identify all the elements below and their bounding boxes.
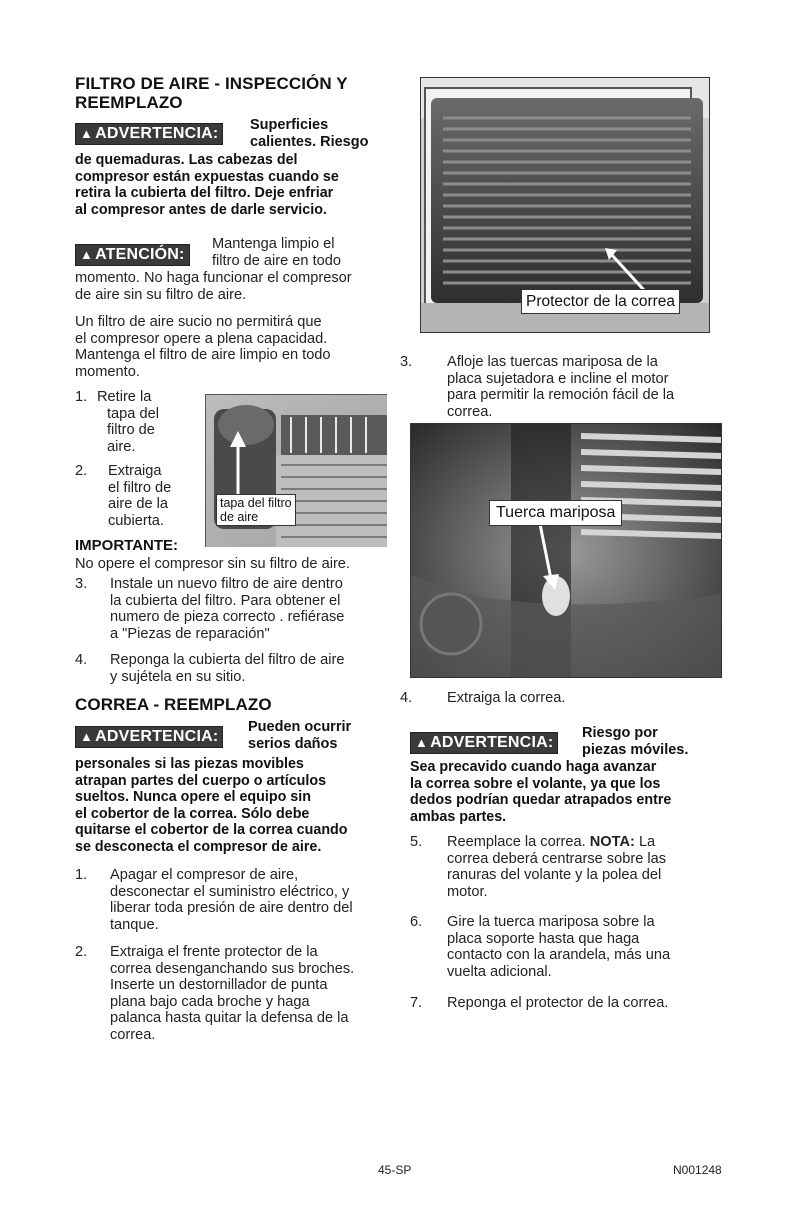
document-code: N001248 bbox=[673, 1163, 722, 1177]
section-title-belt: CORREA - REEMPLAZO bbox=[75, 695, 272, 714]
right-warning bbox=[410, 724, 720, 825]
filter-step-2: 2. Extraiga el filtro de aire de la cubierta. bbox=[75, 463, 172, 529]
filter-title-line1: FILTRO DE AIRE - INSPECCIÓN Y bbox=[75, 74, 348, 93]
caution-body-line: de aire sin su filtro de aire. bbox=[75, 286, 247, 303]
photo-filter-cap bbox=[205, 394, 387, 547]
page-number: 45-SP bbox=[378, 1163, 412, 1177]
warning-triangle-icon: ▲ bbox=[80, 126, 94, 141]
caution-badge: ▲ ATENCIÓN: bbox=[75, 244, 190, 266]
warning-body-line: el cobertor de la correa. Sólo debe bbox=[75, 805, 310, 822]
warning-head-line1: Superficies bbox=[250, 117, 329, 133]
warning-badge: ▲ ADVERTENCIA: bbox=[75, 123, 223, 145]
warning-body-line: la correa sobre el volante, ya que los bbox=[410, 775, 661, 792]
caution-body-line: momento. No haga funcionar el compresor bbox=[75, 270, 352, 286]
filter-step-1: 1. Retire la tapa del filtro de aire. bbox=[75, 389, 159, 455]
photo-label-filter-cap: tapa del filtro de aire bbox=[216, 494, 296, 526]
warning-body-line: atrapan partes del cuerpo o artículos bbox=[75, 772, 327, 789]
warning-triangle-icon: ▲ bbox=[415, 735, 429, 750]
important-text: No opere el compresor sin su filtro de aire. bbox=[75, 556, 350, 572]
right-step-4: 4. Extraiga la correa. bbox=[400, 690, 566, 706]
warning-body-line: retira la cubierta del filtro. Deje enfriar bbox=[75, 185, 334, 201]
intro-line: Mantenga el filtro de aire limpio en todo bbox=[75, 347, 331, 363]
warning-head-line1: Riesgo por bbox=[582, 725, 658, 741]
section-title-filter bbox=[75, 74, 395, 112]
warning-body-line: quitarse el cobertor de la correa cuando bbox=[75, 822, 348, 838]
warning-head-line2: serios daños bbox=[248, 735, 338, 752]
right-step-3: 3. Afloje las tuercas mariposa de la placa sujetadora e incline el motor para permitir la remoción fácil de la correa. bbox=[400, 354, 675, 420]
intro-line: Un filtro de aire sucio no permitirá que bbox=[75, 314, 322, 330]
warning-body-line: dedos podrían quedar atrapados entre bbox=[410, 792, 672, 808]
right-step-6: 6. Gire la tuerca mariposa sobre la placa soporte hasta que haga contacto con la arandela, más una vuelta adicional. bbox=[410, 914, 671, 980]
important-label: IMPORTANTE: bbox=[75, 537, 179, 554]
photo-label-wing-nut: Tuerca mariposa bbox=[489, 500, 622, 526]
filter-step-3: 3. Instale un nuevo filtro de aire dentro la cubierta del filtro. Para obtener el numero de pieza correcto . refiérase a "Piezas de reparación" bbox=[75, 576, 345, 642]
warning-body-line: se desconecta el compresor de aire. bbox=[75, 838, 322, 855]
warning-head-line2: calientes. Riesgo bbox=[250, 133, 369, 150]
warning-body-line: ambas partes. bbox=[410, 808, 507, 825]
warning-body-line: Sea precavido cuando haga avanzar bbox=[410, 759, 657, 775]
warning-body-line: compresor están expuestas cuando se bbox=[75, 168, 339, 185]
right-step-5: 5. Reemplace la correa. NOTA: La correa deberá centrarse sobre las ranuras del volante y la polea del motor. bbox=[410, 834, 667, 900]
caution-head-line2: filtro de aire en todo bbox=[212, 252, 341, 269]
warning-triangle-icon: ▲ bbox=[80, 247, 94, 262]
warning-head-line2: piezas móviles. bbox=[582, 741, 689, 758]
filter-title-line2: REEMPLAZO bbox=[75, 93, 183, 112]
right-step-7: 7. Reponga el protector de la correa. bbox=[410, 995, 669, 1011]
photo-wing-nut bbox=[410, 423, 722, 678]
belt-step-2: 2. Extraiga el frente protector de la correa desenganchando sus broches. Inserte un destornillador de punta plana bajo cada broche y haga palanca hasta quitar la defensa de la correa. bbox=[75, 944, 355, 1043]
warning-badge: ▲ ADVERTENCIA: bbox=[410, 732, 558, 754]
warning-body-line: de quemaduras. Las cabezas del bbox=[75, 152, 298, 168]
warning-body-line: sueltos. Nunca opere el equipo sin bbox=[75, 789, 311, 805]
filter-intro bbox=[75, 314, 395, 380]
photo-belt-guard bbox=[420, 77, 710, 333]
intro-line: el compresor opere a plena capacidad. bbox=[75, 330, 328, 347]
filter-step-4: 4. Reponga la cubierta del filtro de aire y sujétela en su sitio. bbox=[75, 652, 345, 685]
filter-caution bbox=[75, 236, 395, 303]
belt-step-1: 1. Apagar el compresor de aire, desconectar el suministro eléctrico, y liberar toda presión de aire dentro del tanque. bbox=[75, 867, 353, 933]
photo-label-belt-guard: Protector de la correa bbox=[521, 289, 680, 314]
warning-triangle-icon: ▲ bbox=[80, 729, 94, 744]
intro-line: momento. bbox=[75, 363, 140, 380]
caution-head-line1: Mantenga limpio el bbox=[212, 236, 335, 252]
warning-body-line: al compresor antes de darle servicio. bbox=[75, 201, 327, 218]
warning-head-line1: Pueden ocurrir bbox=[248, 719, 352, 735]
warning-badge: ▲ ADVERTENCIA: bbox=[75, 726, 223, 748]
note-label: NOTA: bbox=[589, 834, 635, 850]
filter-warning bbox=[75, 115, 395, 218]
belt-warning bbox=[75, 716, 395, 855]
warning-body-line: personales si las piezas movibles bbox=[75, 756, 304, 772]
